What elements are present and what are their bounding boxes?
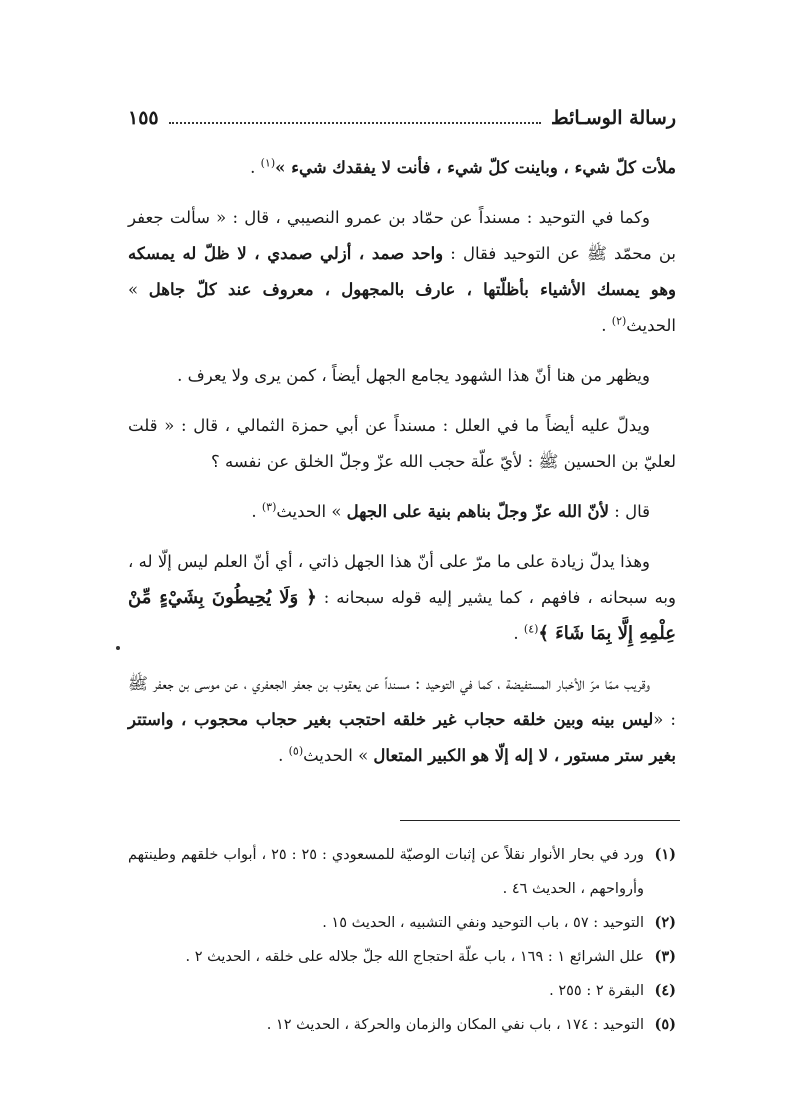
paragraph-text: » الحديث xyxy=(128,280,676,335)
paragraph-3 xyxy=(128,358,676,394)
paragraph-7 xyxy=(128,666,676,774)
hadith-bold: ليس بينه وبين خلقه حجاب غير خلقه احتجب بغير حجاب محجوب ، واستتر بغير ستر مستور ، لا إله إلّا هو الكبير المتعال xyxy=(128,710,676,765)
paragraph-text: وهذا يدلّ زيادة على ما مرّ على أنّ هذا الجهل ذاتي ، أي أنّ العلم ليس إلّا له ، وبه سبحانه ، فافهم ، كما يشير إليه قوله سبحانه : xyxy=(128,552,676,607)
footnote-text: التوحيد : ٥٧ ، باب التوحيد ونفي التشبيه ، الحديث ١٥ . xyxy=(322,915,644,931)
footnote-ref-1[interactable]: (١) xyxy=(260,156,276,170)
paragraph-end: . xyxy=(513,624,524,643)
paragraph-text: ويدلّ عليه أيضاً ما في العلل : مسنداً عن أبي حمزة الثمالي ، قال : « قلت لعليّ بن الحسين ﷺ : لأيّ علّة حجب الله عزّ وجلّ الخلق عن نفسه ؟ xyxy=(128,416,676,471)
footnote-number: (٥) xyxy=(654,1016,676,1033)
paragraph-6 xyxy=(128,544,676,652)
paragraph-4 xyxy=(128,408,676,480)
paragraph-text: وكما في التوحيد : مسنداً عن حمّاد بن عمرو النصيبي ، قال : « سألت جعفر بن محمّد ﷺ عن التوحيد فقال : xyxy=(128,208,677,263)
footnote-1 xyxy=(128,838,676,906)
footnotes xyxy=(128,838,676,1042)
paragraph-end: . xyxy=(601,316,612,335)
footnote-text: البقرة ٢ : ٢٥٥ . xyxy=(549,983,644,999)
paragraph-2 xyxy=(128,200,676,344)
leader-dots xyxy=(169,112,541,124)
hadith-bold: واحد صمد ، أزلي صمدي ، لا ظلّ له يمسكه وهو يمسك الأشياء بأظلّتها ، عارف بالمجهول ، معروف عند كلّ جاهل xyxy=(128,244,677,299)
paragraph-text: قال : xyxy=(609,502,650,521)
margin-dot xyxy=(116,646,120,650)
main-text xyxy=(128,150,676,788)
quote-bold: ملأت كلّ شيء ، وباينت كلّ شيء ، فأنت لا يفقدك شيء » xyxy=(275,158,676,177)
footnote-2 xyxy=(128,906,676,940)
footnote-number: (٢) xyxy=(654,914,676,931)
page-number: ١٥٥ xyxy=(128,107,159,129)
footnote-text: ورد في بحار الأنوار نقلاً عن إثبات الوصيّة للمسعودي : ٢٥ : ٢٥ ، أبواب خلقهم وطينتهم وأرواحهم ، الحديث ٤٦ . xyxy=(128,847,645,897)
footnote-ref-2[interactable]: (٢) xyxy=(611,314,627,328)
paragraph-end: . xyxy=(251,502,262,521)
footnote-text: علل الشرائع ١ : ١٦٩ ، باب علّة احتجاج الله جلّ جلاله على خلقه ، الحديث ٢ . xyxy=(185,949,644,965)
running-title: رسالة الوسـائط xyxy=(551,107,676,129)
paragraph-1 xyxy=(128,150,676,186)
footnote-5 xyxy=(128,1008,676,1042)
paragraph-text: ويظهر من هنا أنّ هذا الشهود يجامع الجهل أيضاً ، كمن يرى ولا يعرف . xyxy=(177,366,650,385)
footnote-text: التوحيد : ١٧٤ ، باب نفي المكان والزمان والحركة ، الحديث ١٢ . xyxy=(266,1017,644,1033)
footnote-number: (١) xyxy=(654,846,676,863)
paragraph-5 xyxy=(128,494,676,530)
footnote-3 xyxy=(128,940,676,974)
footnote-number: (٣) xyxy=(654,948,676,965)
footnote-number: (٤) xyxy=(654,982,676,999)
paragraph-text: وقريب ممّا مرّ الأخبار المستفيضة ، كما في التوحيد : مسنداً عن يعقوب بن جعفر الجعفري ، عن موسى بن جعفر ﷺ : « xyxy=(128,674,676,729)
footnote-4 xyxy=(128,974,676,1008)
footnote-ref-4[interactable]: (٤) xyxy=(523,622,539,636)
footnote-ref-3[interactable]: (٣) xyxy=(261,500,277,514)
footnote-ref-5[interactable]: (٥) xyxy=(288,744,304,758)
paragraph-text: » الحديث xyxy=(276,502,347,521)
paragraph-end: . xyxy=(250,158,261,177)
hadith-bold: لأنّ الله عزّ وجلّ بناهم بنية على الجهل xyxy=(346,502,610,521)
quran-verse: ﴿ وَلَا يُحِيطُونَ بِشَيْءٍ مِّنْ عِلْمِهِ إِلَّا بِمَا شَاءَ ﴾ xyxy=(128,587,676,644)
footnote-separator xyxy=(400,820,680,821)
paragraph-end: . xyxy=(278,746,289,765)
paragraph-text: » الحديث xyxy=(303,746,374,765)
running-header xyxy=(128,100,676,136)
